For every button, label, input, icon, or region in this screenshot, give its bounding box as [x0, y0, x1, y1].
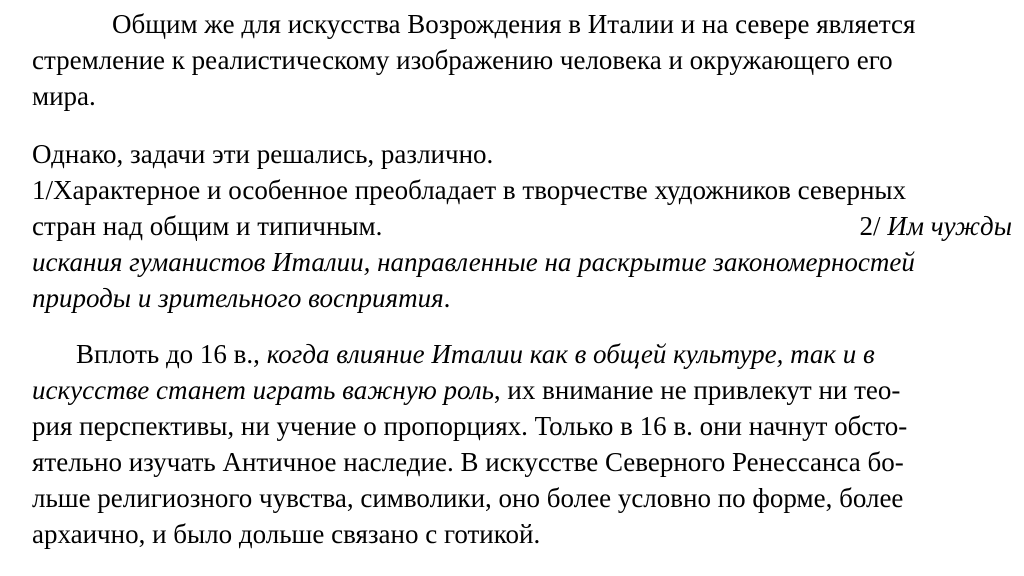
p3-line-6: архаично, и было дольше связано с готикой.	[32, 519, 541, 549]
p2-line-5	[32, 280, 450, 316]
p2-line-3-left: стран над общим и типичным.	[32, 211, 383, 241]
p2-line-3-number: 2/	[859, 211, 881, 241]
p3-line-5: льше религиозного чувства, символики, оно более условно по форме, более	[32, 483, 904, 513]
p3-line-2-normal: , их внимание не привлекут ни тео-	[493, 375, 901, 405]
p1-line-3: мира.	[32, 81, 96, 111]
p3-line-4: ятельно изучать Античное наследие. В искусстве Северного Ренессанса бо-	[32, 447, 904, 477]
p2-line-3-right	[860, 208, 1013, 244]
p2-line-5-italic: природы и зрительного восприятия	[32, 283, 444, 313]
p2-line-4: искания гуманистов Италии, направленные на раскрытие закономерностей	[32, 247, 915, 277]
p3-line-1	[76, 336, 875, 372]
p2-line-3-italic: Им чужды	[887, 211, 1012, 241]
p3-line-3: рия перспективы, ни учение о пропорциях. Только в 16 в. они начнут обсто-	[32, 411, 908, 441]
p2-line-5-end: .	[443, 283, 451, 313]
p2-line-2: 1/Характерное и особенное преобладает в творчестве художников северных	[32, 175, 907, 205]
p1-line-1: Общим же для искусства Возрождения в Италии и на севере является	[112, 9, 916, 39]
p3-line-2-italic: искусстве станет играть важную роль	[32, 375, 494, 405]
p3-line-1-normal: Вплоть до 16 в.,	[76, 339, 260, 369]
p3-line-1-italic: когда влияние Италии как в общей культуре, так и в	[266, 339, 875, 369]
p2-line-1: Однако, задачи эти решались, различно.	[32, 139, 494, 169]
p1-line-2: стремление к реалистическому изображению человека и окружающего его	[32, 45, 893, 75]
p3-line-2	[32, 372, 900, 408]
